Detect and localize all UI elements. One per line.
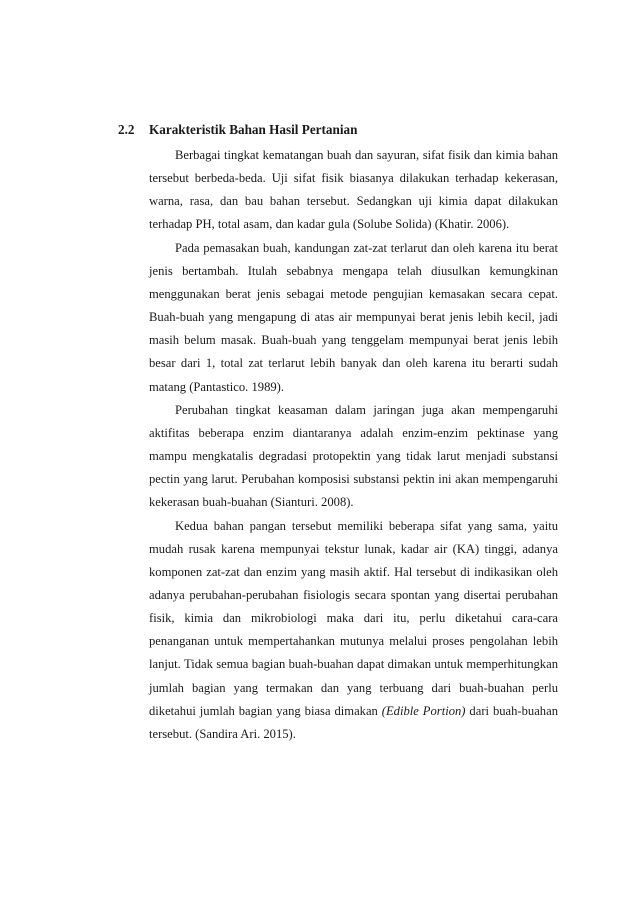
section-heading <box>118 121 558 139</box>
paragraph-1: Berbagai tingkat kematangan buah dan sayuran, sifat fisik dan kimia bahan tersebut berbeda-beda. Uji sifat fisik biasanya dilakukan terhadap kekerasan, warna, rasa, dan bau bahan tersebut. Sedangkan uji kimia dapat dilakukan terhadap PH, total asam, dan kadar gula (Solube Solida) (Khatir. 2006). <box>149 148 558 232</box>
section-title: Karakteristik Bahan Hasil Pertanian <box>149 122 358 137</box>
section-body <box>149 144 558 746</box>
section-number: 2.2 <box>118 122 135 137</box>
paragraph-4-text-before: Kedua bahan pangan tersebut memiliki beberapa sifat yang sama, yaitu mudah rusak karena mempunyai tekstur lunak, kadar air (KA) tinggi, adanya komponen zat-zat dan enzim yang masih aktif. Hal tersebut di indikasikan oleh adanya perubahan-perubahan fisiologis secara spontan yang disertai perubahan fisik, kimia dan mikrobiologi maka dari itu, perlu diketahui cara-cara penanganan untuk mempertahankan mutunya melalui proses pengolahan lebih lanjut. Tidak semua bagian buah-buahan dapat dimakan untuk memperhitungkan jumlah bagian yang termakan dan yang terbuang dari buah-buahan perlu diketahui jumlah bagian yang biasa dimakan <box>149 518 558 718</box>
paragraph-4-text-after: dari buah-buahan tersebut. (Sandira Ari. 2015). <box>149 703 558 741</box>
paragraph-2: Pada pemasakan buah, kandungan zat-zat terlarut dan oleh karena itu berat jenis bertambah. Itulah sebabnya mengapa telah diusulkan kemungkinan menggunakan berat jenis sebagai metode pengujian kemasakan secara cepat. Buah-buah yang mengapung di atas air mempunyai berat jenis lebih kecil, jadi masih belum masak. Buah-buah yang tenggelam mempunyai berat jenis lebih besar dari 1, total zat terlarut lebih banyak dan oleh karena itu berarti sudah matang (Pantastico. 1989). <box>149 240 558 394</box>
paragraph-3: Perubahan tingkat keasaman dalam jaringan juga akan mempengaruhi aktifitas beberapa enzim diantaranya adalah enzim-enzim pektinase yang mampu mengkatalis degradasi protopektin yang tidak larut menjadi substansi pectin yang larut. Perubahan komposisi substansi pektin ini akan mempengaruhi kekerasan buah-buahan (Sianturi. 2008). <box>149 402 558 510</box>
paragraph-4 <box>149 515 558 747</box>
paragraph-4-italic-term: (Edible Portion) <box>381 703 466 718</box>
